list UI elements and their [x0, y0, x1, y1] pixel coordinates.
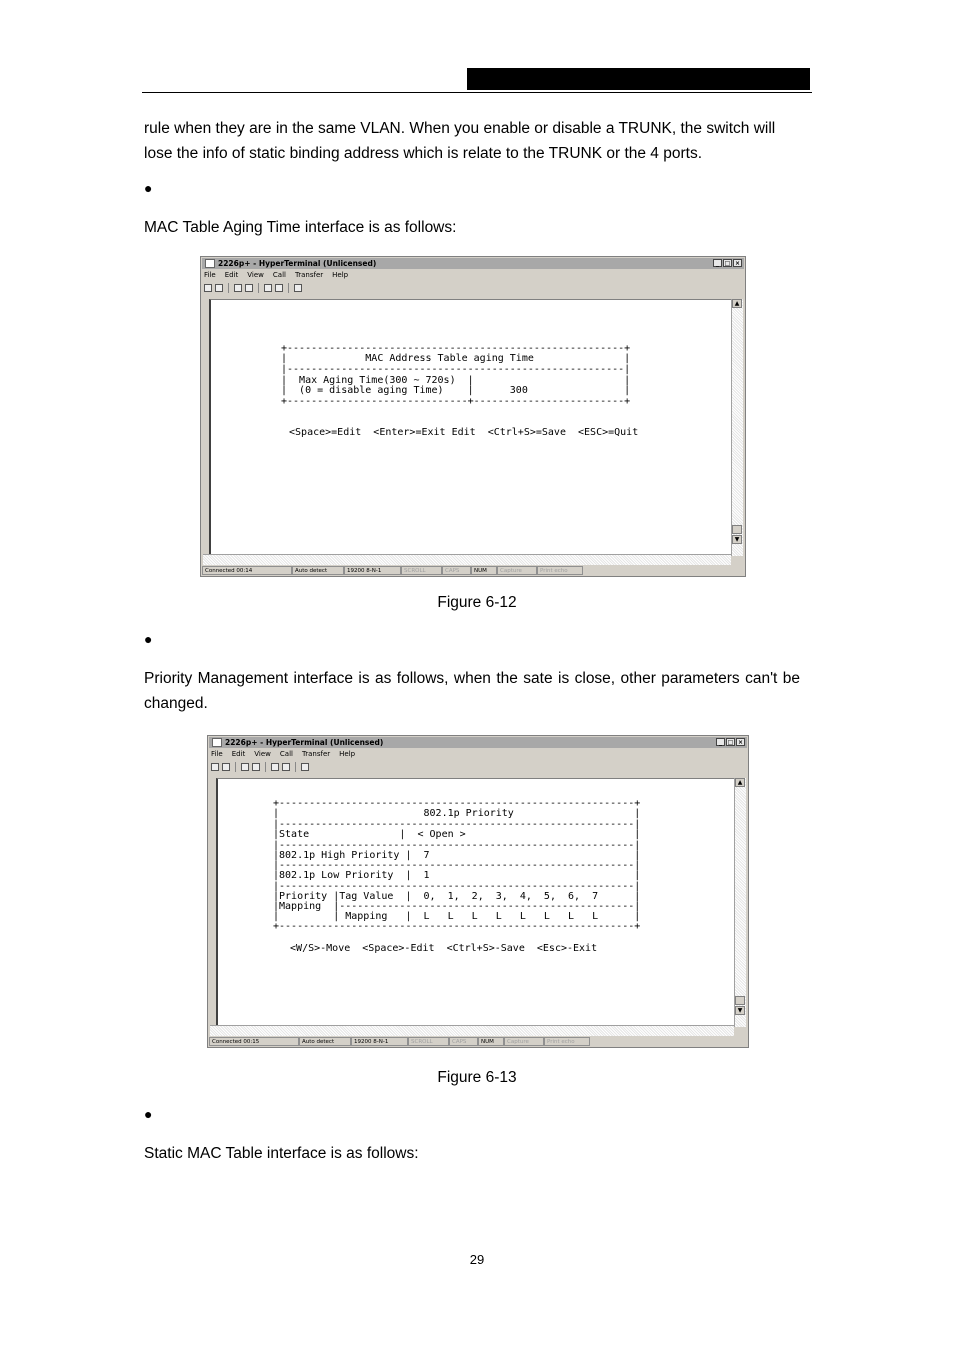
terminal-line: |802.1p Low Priority | 1 | — [273, 870, 641, 881]
window-title: 2226p+ - HyperTerminal (Unlicensed) — [218, 259, 377, 268]
menu-transfer[interactable]: Transfer — [301, 750, 331, 758]
scroll-up-icon[interactable]: ▲ — [735, 778, 745, 787]
status-print-echo: Print echo — [544, 1037, 590, 1046]
scroll-thumb[interactable] — [735, 996, 745, 1005]
terminal-line: | MAC Address Table aging Time | — [281, 353, 631, 364]
figure-caption-2: Figure 6-13 — [437, 1069, 517, 1086]
status-print-echo: Print echo — [537, 566, 583, 575]
figure-caption-1: Figure 6-12 — [437, 594, 517, 611]
menu-file[interactable]: File — [204, 271, 216, 279]
status-bar — [202, 566, 744, 575]
paragraph-2: MAC Table Aging Time interface is as follows: — [144, 219, 457, 236]
status-scroll: SCROLL — [408, 1037, 449, 1046]
terminal-line: |-----------------------------------------------------------| — [273, 819, 641, 830]
terminal-line: +------------------------------+-------------------------+ — [281, 396, 631, 407]
connect-icon[interactable] — [234, 284, 242, 292]
menu-help[interactable]: Help — [332, 271, 349, 279]
menu-edit[interactable]: Edit — [224, 271, 239, 279]
close-button[interactable]: × — [734, 260, 741, 267]
terminal-line: |--------------------------------------------------------| — [281, 364, 631, 375]
properties-icon[interactable] — [294, 284, 302, 292]
vertical-scrollbar[interactable] — [734, 778, 746, 1027]
disconnect-icon[interactable] — [252, 763, 260, 771]
page-number: 29 — [469, 1252, 485, 1267]
receive-icon[interactable] — [282, 763, 290, 771]
minimize-button[interactable]: _ — [713, 259, 722, 267]
status-connected: Connected 00:15 — [209, 1037, 299, 1046]
terminal-line: | | Mapping | L L L L L L L L | — [273, 911, 641, 922]
status-connected: Connected 00:14 — [202, 566, 292, 575]
toolbar-separator — [265, 762, 266, 772]
menu-view[interactable]: View — [247, 271, 264, 279]
menu-help[interactable]: Help — [339, 750, 356, 758]
toolbar — [204, 282, 302, 294]
status-detect: Auto detect — [292, 566, 344, 575]
window-title: 2226p+ - HyperTerminal (Unlicensed) — [225, 738, 384, 747]
bullet-2: ● — [144, 631, 153, 647]
terminal-app-icon — [205, 259, 215, 268]
maximize-button[interactable]: □ — [727, 739, 734, 746]
bullet-1: ● — [144, 180, 153, 196]
scroll-down-icon[interactable]: ▼ — [732, 535, 742, 544]
hyperterminal-window-2 — [207, 735, 749, 1048]
horizontal-scrollbar[interactable] — [210, 1025, 734, 1036]
toolbar-separator — [258, 283, 259, 293]
terminal-line: | (0 = disable aging Time) | 300 | — [281, 385, 631, 396]
open-icon[interactable] — [222, 763, 230, 771]
status-detect: Auto detect — [299, 1037, 351, 1046]
new-icon[interactable] — [211, 763, 219, 771]
send-icon[interactable] — [271, 763, 279, 771]
menu-call[interactable]: Call — [279, 750, 293, 758]
toolbar — [211, 761, 309, 773]
status-scroll: SCROLL — [401, 566, 442, 575]
terminal-line: |-----------------------------------------------------------| — [273, 840, 641, 851]
toolbar-separator — [228, 283, 229, 293]
terminal-app-icon — [212, 738, 222, 747]
menu-transfer[interactable]: Transfer — [294, 271, 324, 279]
status-capture: Capture — [497, 566, 537, 575]
status-num: NUM — [471, 566, 497, 575]
close-button[interactable]: × — [737, 739, 744, 746]
terminal-help-line: <Space>=Edit <Enter>=Exit Edit <Ctrl+S>=Save <ESC>=Quit — [283, 427, 639, 438]
disconnect-icon[interactable] — [245, 284, 253, 292]
status-bar — [209, 1037, 747, 1046]
terminal-line: |State | < Open > | — [273, 829, 641, 840]
scroll-down-icon[interactable]: ▼ — [735, 1006, 745, 1015]
terminal-screen[interactable] — [209, 299, 731, 556]
minimize-button[interactable]: _ — [716, 738, 725, 746]
terminal-screen[interactable] — [216, 778, 734, 1027]
horizontal-scrollbar[interactable] — [203, 554, 731, 565]
title-bar — [209, 737, 747, 748]
menu-edit[interactable]: Edit — [231, 750, 246, 758]
scroll-up-icon[interactable]: ▲ — [732, 299, 742, 308]
status-settings: 19200 8-N-1 — [344, 566, 401, 575]
menu-call[interactable]: Call — [272, 271, 286, 279]
receive-icon[interactable] — [275, 284, 283, 292]
menu-bar — [204, 270, 348, 280]
status-capture: Capture — [504, 1037, 544, 1046]
terminal-line: |-----------------------------------------------------------| — [273, 860, 641, 871]
header-rule — [142, 92, 812, 93]
menu-bar — [211, 749, 355, 759]
terminal-line: +--------------------------------------------------------+ — [281, 343, 631, 354]
paragraph-3: Priority Management interface is as follows, when the sate is close, other parameters can't be changed. — [144, 670, 800, 712]
terminal-line: |Mapping |-------------------------------------------------| — [273, 901, 641, 912]
terminal-line: |Priority |Tag Value | 0, 1, 2, 3, 4, 5, 6, 7 | — [273, 891, 641, 902]
send-icon[interactable] — [264, 284, 272, 292]
terminal-line: | 802.1p Priority | — [273, 808, 641, 819]
status-caps: CAPS — [442, 566, 471, 575]
terminal-line: +-----------------------------------------------------------+ — [273, 921, 641, 932]
paragraph-1: rule when they are in the same VLAN. When you enable or disable a TRUNK, the switch will lose the info of static binding address which is relate to the TRUNK or the 4 ports. — [144, 120, 776, 162]
terminal-line: |802.1p High Priority | 7 | — [273, 850, 641, 861]
new-icon[interactable] — [204, 284, 212, 292]
toolbar-separator — [295, 762, 296, 772]
properties-icon[interactable] — [301, 763, 309, 771]
terminal-line: |-----------------------------------------------------------| — [273, 881, 641, 892]
open-icon[interactable] — [215, 284, 223, 292]
toolbar-separator — [235, 762, 236, 772]
connect-icon[interactable] — [241, 763, 249, 771]
menu-file[interactable]: File — [211, 750, 223, 758]
maximize-button[interactable]: □ — [724, 260, 731, 267]
paragraph-4: Static MAC Table interface is as follows: — [144, 1145, 419, 1162]
toolbar-separator — [288, 283, 289, 293]
terminal-line: | Max Aging Time(300 ~ 720s) | | — [281, 375, 631, 386]
terminal-help-line: <W/S>-Move <Space>-Edit <Ctrl+S>-Save <Esc>-Exit — [278, 943, 598, 954]
menu-view[interactable]: View — [254, 750, 271, 758]
scroll-thumb[interactable] — [732, 525, 742, 534]
status-settings: 19200 8-N-1 — [351, 1037, 408, 1046]
vertical-scrollbar[interactable] — [731, 299, 743, 556]
terminal-line: +-----------------------------------------------------------+ — [273, 798, 641, 809]
title-bar — [202, 258, 744, 269]
status-caps: CAPS — [449, 1037, 478, 1046]
status-num: NUM — [478, 1037, 504, 1046]
bullet-3: ● — [144, 1106, 153, 1122]
header-bar — [467, 68, 810, 90]
hyperterminal-window-1 — [200, 256, 746, 577]
